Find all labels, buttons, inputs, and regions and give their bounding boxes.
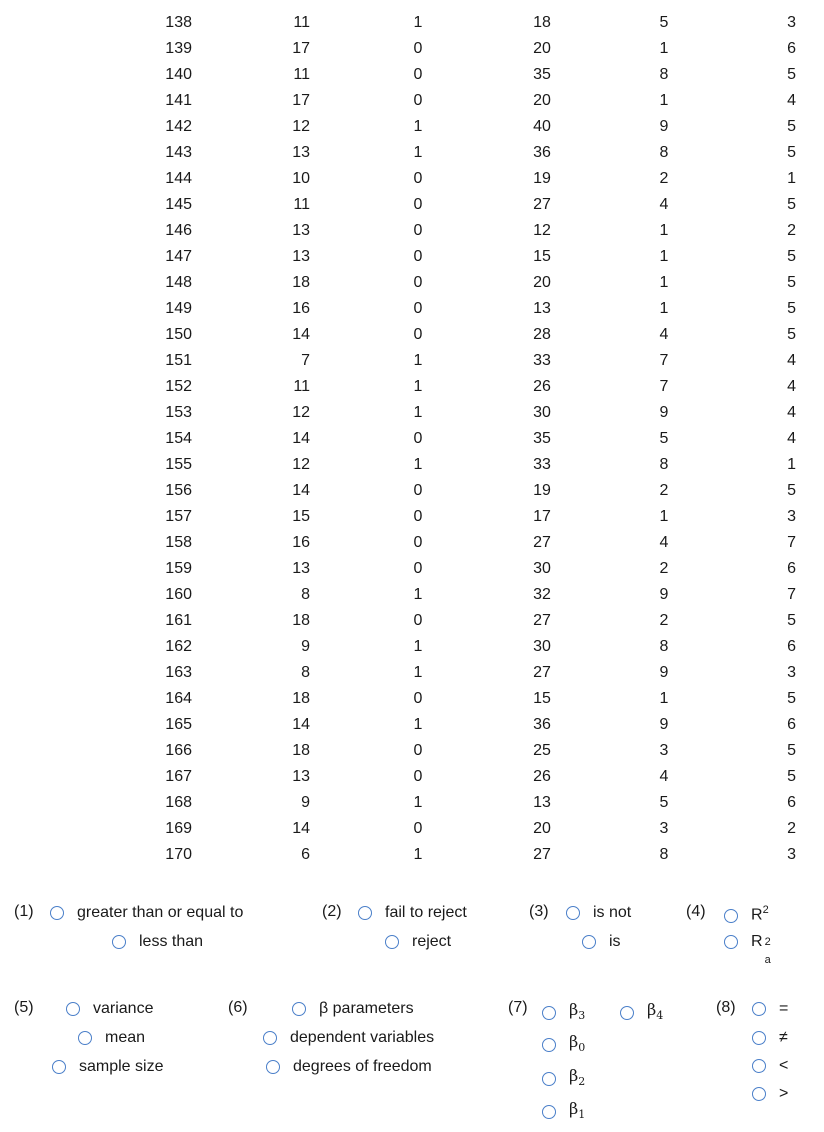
table-cell: 150 [165, 326, 192, 343]
q1-option-less-than[interactable]: less than [112, 932, 203, 952]
table-cell: 4 [659, 196, 669, 213]
table-cell: 13 [533, 300, 551, 317]
table-cell: 2 [787, 222, 796, 239]
table-row [0, 686, 824, 712]
table-cell: 15 [533, 248, 551, 265]
table-row [0, 738, 824, 764]
table-cell: 161 [165, 612, 192, 629]
table-cell: 5 [787, 248, 796, 265]
table-row [0, 244, 824, 270]
table-cell: 0 [413, 508, 423, 525]
table-cell: 7 [787, 586, 796, 603]
table-cell: 6 [787, 40, 796, 57]
table-cell: 25 [533, 742, 551, 759]
table-cell: 4 [787, 404, 796, 421]
table-cell: 164 [165, 690, 192, 707]
table-cell: 162 [165, 638, 192, 655]
question-1-number: (1) [14, 903, 34, 920]
q7-option-beta-3[interactable]: $\beta_3$ [542, 1000, 585, 1026]
radio-icon[interactable] [752, 1031, 766, 1045]
table-cell: 144 [165, 170, 192, 187]
table-cell: 1 [413, 664, 423, 681]
radio-icon[interactable] [52, 1060, 66, 1074]
radio-icon[interactable] [542, 1006, 556, 1020]
radio-icon[interactable] [620, 1006, 634, 1020]
table-cell: 165 [165, 716, 192, 733]
table-cell: 5 [787, 144, 796, 161]
table-cell: 0 [413, 820, 423, 837]
table-cell: 16 [292, 300, 310, 317]
table-cell: 18 [292, 612, 310, 629]
table-row [0, 504, 824, 530]
table-cell: 143 [165, 144, 192, 161]
q7-option-beta-1[interactable]: $\beta_1$ [542, 1099, 585, 1125]
table-cell: 169 [165, 820, 192, 837]
table-cell: 1 [413, 144, 423, 161]
table-cell: 14 [292, 820, 310, 837]
table-cell: 142 [165, 118, 192, 135]
table-cell: 12 [533, 222, 551, 239]
table-cell: 4 [787, 352, 796, 369]
table-cell: 11 [293, 378, 310, 395]
table-cell: 9 [659, 664, 669, 681]
table-cell: 30 [533, 560, 551, 577]
table-cell: 1 [413, 118, 423, 135]
table-row [0, 166, 824, 192]
table-cell: 1 [659, 40, 669, 57]
r-squared-label: $R^2$ [751, 904, 769, 924]
radio-icon[interactable] [752, 1059, 766, 1073]
radio-icon[interactable] [292, 1002, 306, 1016]
table-row [0, 218, 824, 244]
table-row [0, 114, 824, 140]
table-cell: 28 [533, 326, 551, 343]
radio-icon[interactable] [724, 909, 738, 923]
q8-option-less-than[interactable]: < [752, 1056, 788, 1076]
table-cell: 145 [165, 196, 192, 213]
radio-icon[interactable] [266, 1060, 280, 1074]
table-cell: 149 [165, 300, 192, 317]
table-cell: 159 [165, 560, 192, 577]
table-cell: 7 [787, 534, 796, 551]
table-row [0, 270, 824, 296]
radio-icon[interactable] [582, 935, 596, 949]
radio-icon[interactable] [542, 1038, 556, 1052]
table-cell: 5 [787, 326, 796, 343]
radio-icon[interactable] [78, 1031, 92, 1045]
table-cell: 9 [659, 118, 669, 135]
table-cell: 26 [533, 378, 551, 395]
table-cell: 5 [659, 430, 669, 447]
q5-option-sample-size[interactable]: sample size [52, 1057, 163, 1077]
table-cell: 8 [659, 144, 669, 161]
table-cell: 156 [165, 482, 192, 499]
radio-icon[interactable] [358, 906, 372, 920]
table-cell: 17 [292, 92, 310, 109]
q7-option-beta-4[interactable]: $\beta_4$ [620, 1000, 663, 1026]
table-cell: 17 [533, 508, 551, 525]
table-cell: 158 [165, 534, 192, 551]
table-cell: 18 [292, 690, 310, 707]
table-cell: 1 [413, 716, 423, 733]
table-cell: 4 [787, 430, 796, 447]
table-cell: 8 [659, 638, 669, 655]
radio-icon[interactable] [50, 906, 64, 920]
radio-icon[interactable] [542, 1105, 556, 1119]
question-4-number: (4) [686, 903, 706, 920]
table-cell: 0 [413, 742, 423, 759]
table-cell: 36 [533, 144, 551, 161]
table-cell: 0 [413, 248, 423, 265]
question-3-number: (3) [529, 903, 549, 920]
table-cell: 0 [413, 534, 423, 551]
table-row [0, 426, 824, 452]
table-cell: 1 [787, 170, 796, 187]
table-cell: 18 [533, 14, 551, 31]
table-cell: 1 [413, 794, 423, 811]
table-row [0, 608, 824, 634]
table-cell: 12 [292, 118, 310, 135]
table-cell: 0 [413, 326, 423, 343]
q7-option-beta-2[interactable]: $\beta_2$ [542, 1066, 585, 1092]
radio-icon[interactable] [724, 935, 738, 949]
table-cell: 11 [293, 66, 310, 83]
table-cell: 155 [165, 456, 192, 473]
table-cell: 6 [787, 560, 796, 577]
table-cell: 40 [533, 118, 551, 135]
table-cell: 1 [787, 456, 796, 473]
table-cell: 13 [533, 794, 551, 811]
table-row [0, 816, 824, 842]
radio-icon[interactable] [66, 1002, 80, 1016]
table-cell: 11 [293, 14, 310, 31]
table-cell: 9 [659, 404, 669, 421]
table-cell: 6 [787, 716, 796, 733]
table-cell: 1 [659, 508, 669, 525]
table-cell: 160 [165, 586, 192, 603]
table-row [0, 842, 824, 868]
table-cell: 0 [413, 300, 423, 317]
table-cell: 7 [659, 378, 669, 395]
table-cell: 5 [787, 66, 796, 83]
table-row [0, 790, 824, 816]
table-cell: 9 [301, 794, 310, 811]
table-cell: 139 [165, 40, 192, 57]
table-row [0, 712, 824, 738]
q6-option-dependent-variables[interactable]: dependent variables [263, 1028, 434, 1048]
table-row [0, 400, 824, 426]
q6-option-beta-parameters[interactable]: β parameters [292, 999, 414, 1019]
table-cell: 27 [533, 534, 551, 551]
table-cell: 36 [533, 716, 551, 733]
table-cell: 2 [659, 170, 669, 187]
table-cell: 26 [533, 768, 551, 785]
table-cell: 12 [292, 404, 310, 421]
table-cell: 3 [659, 820, 669, 837]
table-cell: 5 [787, 768, 796, 785]
table-cell: 9 [659, 586, 669, 603]
question-2-number: (2) [322, 903, 342, 920]
table-cell: 13 [292, 144, 310, 161]
radio-icon[interactable] [112, 935, 126, 949]
table-cell: 16 [292, 534, 310, 551]
table-cell: 4 [659, 534, 669, 551]
table-cell: 1 [659, 92, 669, 109]
table-cell: 151 [165, 352, 192, 369]
table-cell: 8 [659, 846, 669, 863]
q2-option-reject[interactable]: reject [385, 932, 451, 952]
table-cell: 0 [413, 170, 423, 187]
table-cell: 147 [165, 248, 192, 265]
table-cell: 12 [292, 456, 310, 473]
table-cell: 6 [787, 638, 796, 655]
table-cell: 0 [413, 690, 423, 707]
table-cell: 27 [533, 846, 551, 863]
table-cell: 20 [533, 820, 551, 837]
table-cell: 6 [301, 846, 310, 863]
table-cell: 163 [165, 664, 192, 681]
table-cell: 3 [787, 664, 796, 681]
table-row [0, 556, 824, 582]
table-cell: 14 [292, 716, 310, 733]
q3-option-is-not[interactable]: is not [566, 903, 631, 923]
table-cell: 5 [787, 742, 796, 759]
table-cell: 152 [165, 378, 192, 395]
table-cell: 0 [413, 40, 423, 57]
table-row [0, 348, 824, 374]
table-cell: 0 [413, 482, 423, 499]
table-cell: 13 [292, 222, 310, 239]
table-cell: 1 [659, 274, 669, 291]
table-cell: 153 [165, 404, 192, 421]
table-row [0, 322, 824, 348]
table-cell: 148 [165, 274, 192, 291]
q5-option-variance[interactable]: variance [66, 999, 153, 1019]
table-cell: 5 [659, 794, 669, 811]
table-row [0, 192, 824, 218]
table-cell: 20 [533, 40, 551, 57]
table-cell: 8 [659, 456, 669, 473]
table-cell: 0 [413, 92, 423, 109]
table-row [0, 88, 824, 114]
table-cell: 35 [533, 66, 551, 83]
table-cell: 5 [787, 482, 796, 499]
table-cell: 1 [413, 352, 423, 369]
table-cell: 19 [533, 482, 551, 499]
table-cell: 1 [413, 586, 423, 603]
q8-option-not-equal[interactable]: ≠ [752, 1028, 788, 1048]
table-cell: 0 [413, 222, 423, 239]
table-cell: 166 [165, 742, 192, 759]
q1-option-greater-equal[interactable]: greater than or equal to [50, 903, 243, 923]
table-cell: 17 [292, 40, 310, 57]
radio-icon[interactable] [566, 906, 580, 920]
table-cell: 0 [413, 612, 423, 629]
table-cell: 14 [292, 326, 310, 343]
table-cell: 3 [787, 508, 796, 525]
table-cell: 35 [533, 430, 551, 447]
table-cell: 33 [533, 352, 551, 369]
table-cell: 9 [301, 638, 310, 655]
table-cell: 0 [413, 274, 423, 291]
table-row [0, 478, 824, 504]
table-cell: 167 [165, 768, 192, 785]
table-row [0, 10, 824, 36]
table-cell: 4 [659, 326, 669, 343]
q7-option-beta-0[interactable]: $\beta_0$ [542, 1032, 585, 1058]
table-cell: 18 [292, 742, 310, 759]
table-cell: 0 [413, 430, 423, 447]
table-cell: 1 [413, 378, 423, 395]
table-cell: 1 [413, 14, 423, 31]
table-cell: 5 [787, 274, 796, 291]
table-cell: 138 [165, 14, 192, 31]
table-cell: 10 [292, 170, 310, 187]
table-cell: 4 [659, 768, 669, 785]
table-cell: 9 [659, 716, 669, 733]
table-cell: 168 [165, 794, 192, 811]
table-cell: 15 [533, 690, 551, 707]
table-row [0, 582, 824, 608]
q8-option-greater-than[interactable]: > [752, 1084, 788, 1104]
q8-option-equal[interactable]: = [752, 999, 788, 1019]
table-row [0, 764, 824, 790]
radio-icon[interactable] [385, 935, 399, 949]
table-cell: 140 [165, 66, 192, 83]
table-cell: 20 [533, 92, 551, 109]
radio-icon[interactable] [263, 1031, 277, 1045]
q3-option-is[interactable]: is [582, 932, 621, 952]
table-cell: 13 [292, 768, 310, 785]
table-cell: 13 [292, 560, 310, 577]
r-squared-adjusted-label: R 2 a [751, 933, 771, 966]
table-cell: 2 [659, 612, 669, 629]
table-cell: 8 [301, 586, 310, 603]
table-cell: 14 [292, 482, 310, 499]
table-cell: 0 [413, 560, 423, 577]
table-cell: 11 [293, 196, 310, 213]
table-cell: 3 [787, 14, 796, 31]
table-cell: 7 [301, 352, 310, 369]
table-cell: 6 [787, 794, 796, 811]
table-cell: 20 [533, 274, 551, 291]
table-cell: 1 [659, 300, 669, 317]
radio-icon[interactable] [752, 1002, 766, 1016]
table-cell: 30 [533, 404, 551, 421]
table-cell: 14 [292, 430, 310, 447]
question-7-number: (7) [508, 999, 528, 1016]
table-cell: 5 [787, 300, 796, 317]
table-cell: 1 [413, 404, 423, 421]
table-row [0, 36, 824, 62]
q5-option-mean[interactable]: mean [78, 1028, 145, 1048]
table-cell: 5 [787, 196, 796, 213]
table-row [0, 296, 824, 322]
table-cell: 32 [533, 586, 551, 603]
table-cell: 27 [533, 664, 551, 681]
table-cell: 0 [413, 66, 423, 83]
table-cell: 8 [301, 664, 310, 681]
q2-option-fail-to-reject[interactable]: fail to reject [358, 903, 467, 923]
table-cell: 170 [165, 846, 192, 863]
table-cell: 0 [413, 768, 423, 785]
table-cell: 27 [533, 196, 551, 213]
table-cell: 0 [413, 196, 423, 213]
table-row [0, 452, 824, 478]
table-row [0, 530, 824, 556]
table-cell: 7 [659, 352, 669, 369]
table-cell: 27 [533, 612, 551, 629]
q6-option-degrees-of-freedom[interactable]: degrees of freedom [266, 1057, 432, 1077]
table-cell: 5 [659, 14, 669, 31]
q4-option-r-squared[interactable] [724, 900, 769, 925]
table-cell: 154 [165, 430, 192, 447]
table-cell: 1 [413, 846, 423, 863]
table-cell: 18 [292, 274, 310, 291]
question-8-number: (8) [716, 999, 736, 1016]
table-row [0, 62, 824, 88]
table-cell: 2 [787, 820, 796, 837]
table-cell: 8 [659, 66, 669, 83]
table-cell: 2 [659, 482, 669, 499]
table-cell: 4 [787, 378, 796, 395]
table-cell: 2 [659, 560, 669, 577]
table-cell: 157 [165, 508, 192, 525]
radio-icon[interactable] [542, 1072, 556, 1086]
table-cell: 141 [165, 92, 192, 109]
q4-option-r-squared-adjusted[interactable] [724, 932, 773, 966]
table-row [0, 634, 824, 660]
data-table [0, 10, 824, 868]
table-cell: 30 [533, 638, 551, 655]
table-cell: 1 [659, 222, 669, 239]
table-cell: 146 [165, 222, 192, 239]
table-cell: 1 [413, 456, 423, 473]
table-row [0, 374, 824, 400]
table-cell: 19 [533, 170, 551, 187]
table-cell: 5 [787, 690, 796, 707]
table-cell: 13 [292, 248, 310, 265]
table-cell: 1 [659, 248, 669, 265]
question-6-number: (6) [228, 999, 248, 1016]
table-cell: 1 [659, 690, 669, 707]
table-cell: 5 [787, 118, 796, 135]
table-cell: 3 [659, 742, 669, 759]
radio-icon[interactable] [752, 1087, 766, 1101]
table-row [0, 660, 824, 686]
table-row [0, 140, 824, 166]
table-cell: 5 [787, 612, 796, 629]
question-5-number: (5) [14, 999, 34, 1016]
table-cell: 1 [413, 638, 423, 655]
table-cell: 3 [787, 846, 796, 863]
table-cell: 15 [292, 508, 310, 525]
table-cell: 33 [533, 456, 551, 473]
table-cell: 4 [787, 92, 796, 109]
